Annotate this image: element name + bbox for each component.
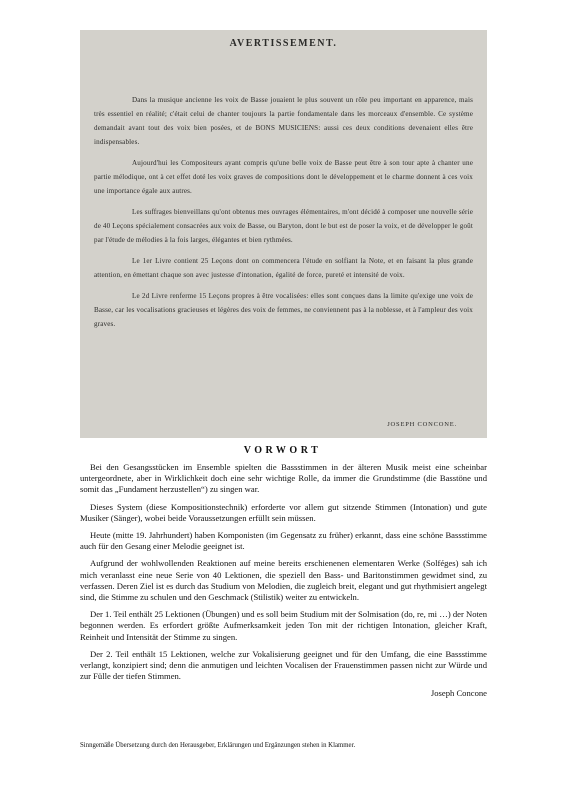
scan-signature: JOSEPH CONCONE. — [387, 421, 457, 428]
vorwort-paragraph: Heute (mitte 19. Jahrhundert) haben Komponisten (im Gegensatz zu früher) erkannt, dass eine schöne Bassstimme auch für den Gesang einer Melodie geeignet ist. — [80, 530, 487, 552]
vorwort-paragraph: Der 1. Teil enthält 25 Lektionen (Übungen) und es soll beim Studium mit der Solmisation (do, re, mi …) der Noten begonnen werden. Es erfordert größte Aufmerksamkeit jeden Ton mit der richtigen Intonation, gleicher Kraft, Reinheit und Intensität der Stimme zu singen. — [80, 609, 487, 642]
scan-paragraph: Le 1er Livre contient 25 Leçons dont on commencera l'étude en solfiant la Note, et en faisant la plus grande attention, en émettant chaque son avec justesse d'intonation, égalité de force, pureté et intensité de voix. — [94, 257, 473, 279]
scanned-preface-image — [80, 30, 487, 438]
scan-title: AVERTISSEMENT. — [229, 38, 338, 49]
vorwort-signature: Joseph Concone — [430, 688, 487, 699]
scan-paragraph: Le 2d Livre renferme 15 Leçons propres à être vocalisées: elles sont conçues dans la limite qu'exige une voix de Basse, car les vocalisations gracieuses et légères des voix de femmes, ne conviennent pas à la noblesse, et à l'ampleur des voix graves. — [94, 292, 473, 328]
scan-paragraph: Dans la musique ancienne les voix de Basse jouaient le plus souvent un rôle peu important en apparence, mais très essentiel en réalité; c'était celui de chanter toujours la partie fondamentale dans les morceaux d'ensemble. Ce système demandait avant tout des voix bien posées, et de BONS MUSICIENS: aussi ces deux conditions devenaient elles être indispensables. — [94, 96, 473, 146]
vorwort-paragraph: Bei den Gesangsstücken im Ensemble spielten die Bassstimmen in der älteren Musik meist eine scheinbar untergeordnete, aber in Wirklichkeit doch eine sehr wichtige Rolle, da immer die Grundstimme (die Basstöne und somit das „Fundament herzustellen“) zu singen war. — [80, 462, 487, 495]
vorwort-body — [80, 462, 487, 706]
vorwort-paragraph: Aufgrund der wohlwollenden Reaktionen auf meine bereits erschienenen elementaren Werke (Solféges) sah ich mich veranlasst eine neue Serie von 40 Lektionen, die speziell den Bass- und Baritonstimmen gewidmet sind, zu verfassen. Deren Ziel ist es durch das Studium von Melodien, die zugleich breit, elegant und gut rhythmisiert angelegt sind, die Stimme zu schulen und den Geschmack (Stilistik) weiter zu entwickeln. — [80, 558, 487, 603]
footnote: Sinngemäße Übersetzung durch den Herausgeber, Erklärungen und Ergänzungen stehen in Klammer. — [80, 742, 356, 749]
vorwort-paragraph: Der 2. Teil enthält 15 Lektionen, welche zur Vokalisierung geeignet und für den Umfang, die eine Bassstimme verlangt, konzipiert sind; denn die anmutigen und leichten Vocalisen der Frauenstimmen passen nicht zur Würde und zur Fülle der tiefen Stimmen. — [80, 648, 487, 682]
vorwort-paragraph: Dieses System (diese Kompositionstechnik) erforderte vor allem gut sitzende Stimmen (Intonation) und gute Musiker (Sänger), wobei beide Voraussetzungen erfüllt sein müssen. — [80, 501, 487, 523]
vorwort-title: VORWORT — [243, 445, 322, 456]
scan-paragraph: Les suffrages bienveillans qu'ont obtenus mes ouvrages élémentaires, m'ont décidé à composer une nouvelle série de 40 Leçons spécialement consacrées aux voix de Basse, ou Baryton, dont le but est de poser la voix, et de développer le goût par l'étude de mélodies à la fois larges, élégantes et bien rythmées. — [94, 208, 473, 244]
scan-paragraph: Aujourd'hui les Compositeurs ayant compris qu'une belle voix de Basse peut être à son tour apte à chanter une partie mélodique, ont à cet effet doté les voix graves de compositions dont le développement et le charme donnent à ces voix une importance égale aux autres. — [94, 159, 473, 195]
